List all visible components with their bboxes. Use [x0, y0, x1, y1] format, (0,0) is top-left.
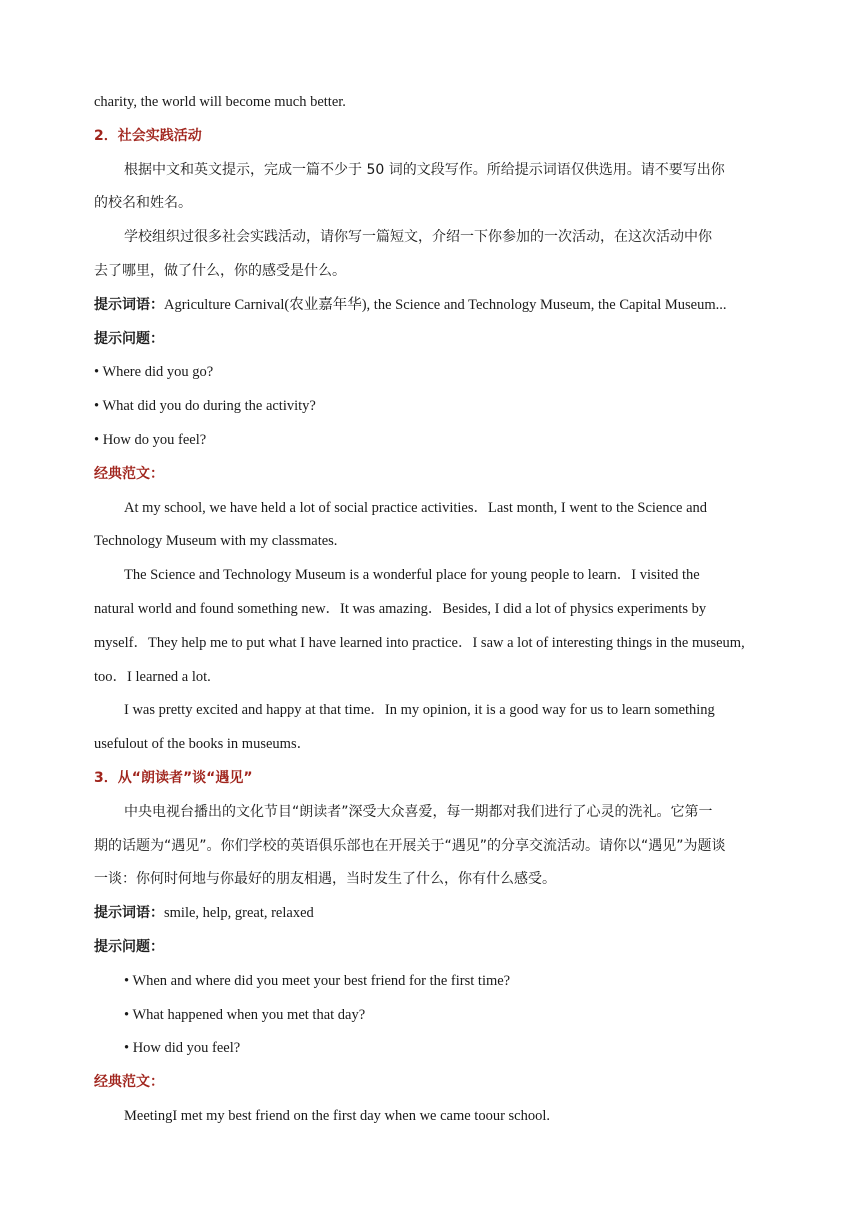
section-heading-social-practice: 2．社会实践活动 [94, 127, 202, 144]
instruction-line: 根据中文和英文提示，完成一篇不少于 50 词的文段写作。所给提示词语仅供选用。请不要写出你 [124, 161, 725, 178]
continuation-line: charity, the world will become much better. [94, 94, 346, 110]
hint-words-label: 提示词语： [94, 905, 164, 922]
model-essay-label: 经典范文： [94, 465, 164, 482]
section-heading-reader-encounter: 3．从“朗读者”谈“遇见” [94, 769, 253, 786]
hint-words-row [94, 897, 770, 931]
question-item: • How do you feel? [94, 431, 207, 448]
question-item: • How did you feel? [124, 1040, 241, 1057]
task-line: 去了哪里，做了什么，你的感受是什么。 [94, 262, 346, 279]
question-item: • What did you do during the activity? [94, 398, 316, 415]
hint-questions-label: 提示问题： [94, 938, 164, 955]
task-line: 期的话题为“遇见”。你们学校的英语俱乐部也在开展关于“遇见”的分享交流活动。请你以“遇见”为题谈 [94, 837, 726, 854]
hint-words-row [94, 289, 770, 323]
essay-line: I was pretty excited and happy at that time．In my opinion, it is a good way for us to learn something [124, 702, 715, 719]
question-item: • Where did you go? [94, 364, 214, 381]
task-line: 中央电视台播出的文化节目“朗读者”深受大众喜爱，每一期都对我们进行了心灵的洗礼。它第一 [124, 803, 713, 820]
hint-questions-label: 提示问题： [94, 330, 164, 347]
essay-line: The Science and Technology Museum is a wonderful place for young people to learn．I visited the [124, 567, 700, 584]
hint-words-text: smile, help, great, relaxed [164, 905, 314, 922]
task-line: 学校组织过很多社会实践活动，请你写一篇短文，介绍一下你参加的一次活动，在这次活动中你 [124, 229, 712, 246]
model-essay-label: 经典范文： [94, 1074, 164, 1091]
instruction-line: 的校名和姓名。 [94, 195, 192, 212]
question-item: • What happened when you met that day? [124, 1006, 366, 1023]
essay-line: Technology Museum with my classmates. [94, 533, 338, 550]
essay-line: natural world and found something new．It was amazing．Besides, I did a lot of physics experiments by [94, 600, 707, 617]
hint-words-label: 提示词语： [94, 296, 164, 313]
essay-line: myself．They help me to put what I have learned into practice．I saw a lot of interesting things in the museum, [94, 634, 745, 651]
question-item: • When and where did you meet your best friend for the first time? [124, 972, 511, 989]
essay-line: too．I learned a lot. [94, 668, 211, 685]
essay-line: MeetingI met my best friend on the first day when we came toour school. [124, 1107, 551, 1124]
essay-line: At my school, we have held a lot of social practice activities．Last month, I went to the Science and [124, 499, 708, 516]
hint-words-text: Agriculture Carnival(农业嘉年华), the Science and Technology Museum, the Capital Museum... [164, 296, 727, 313]
essay-line: usefulout of the books in museums． [94, 736, 312, 753]
document-page [94, 86, 770, 1134]
task-line: 一谈：你何时何地与你最好的朋友相遇，当时发生了什么，你有什么感受。 [94, 871, 556, 888]
